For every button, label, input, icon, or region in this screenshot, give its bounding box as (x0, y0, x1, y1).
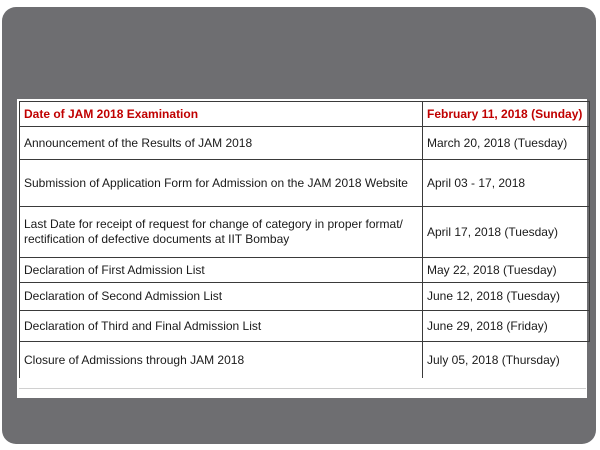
header-event-cell: Date of JAM 2018 Examination (20, 102, 423, 127)
date-cell: April 03 - 17, 2018 (423, 160, 590, 207)
table-bottom-divider (19, 388, 586, 389)
event-cell: Closure of Admissions through JAM 2018 (20, 342, 423, 379)
slide-frame (2, 7, 596, 444)
date-cell: March 20, 2018 (Tuesday) (423, 127, 590, 160)
date-cell: June 12, 2018 (Tuesday) (423, 283, 590, 311)
event-cell: Declaration of Second Admission List (20, 283, 423, 311)
table-header-row (20, 102, 590, 127)
table-row (20, 342, 590, 379)
event-line-1: Last Date for receipt of request for change of category in proper format/ (24, 217, 403, 231)
table-row (20, 160, 590, 207)
event-cell: Declaration of Third and Final Admission List (20, 311, 423, 342)
table-row (20, 283, 590, 311)
event-cell: Declaration of First Admission List (20, 258, 423, 283)
date-cell: May 22, 2018 (Tuesday) (423, 258, 590, 283)
event-cell: Submission of Application Form for Admission on the JAM 2018 Website (20, 160, 423, 207)
date-cell: April 17, 2018 (Tuesday) (423, 207, 590, 258)
date-cell: June 29, 2018 (Friday) (423, 311, 590, 342)
table-row (20, 258, 590, 283)
header-date-cell: February 11, 2018 (Sunday) (423, 102, 590, 127)
table-row (20, 207, 590, 258)
event-line-2: rectification of defective documents at IIT Bombay (24, 232, 290, 246)
table-row (20, 311, 590, 342)
event-cell (20, 207, 423, 258)
date-cell: July 05, 2018 (Thursday) (423, 342, 590, 379)
table-row (20, 127, 590, 160)
event-cell: Announcement of the Results of JAM 2018 (20, 127, 423, 160)
jam-schedule-table (19, 101, 590, 378)
schedule-sheet (17, 99, 587, 398)
